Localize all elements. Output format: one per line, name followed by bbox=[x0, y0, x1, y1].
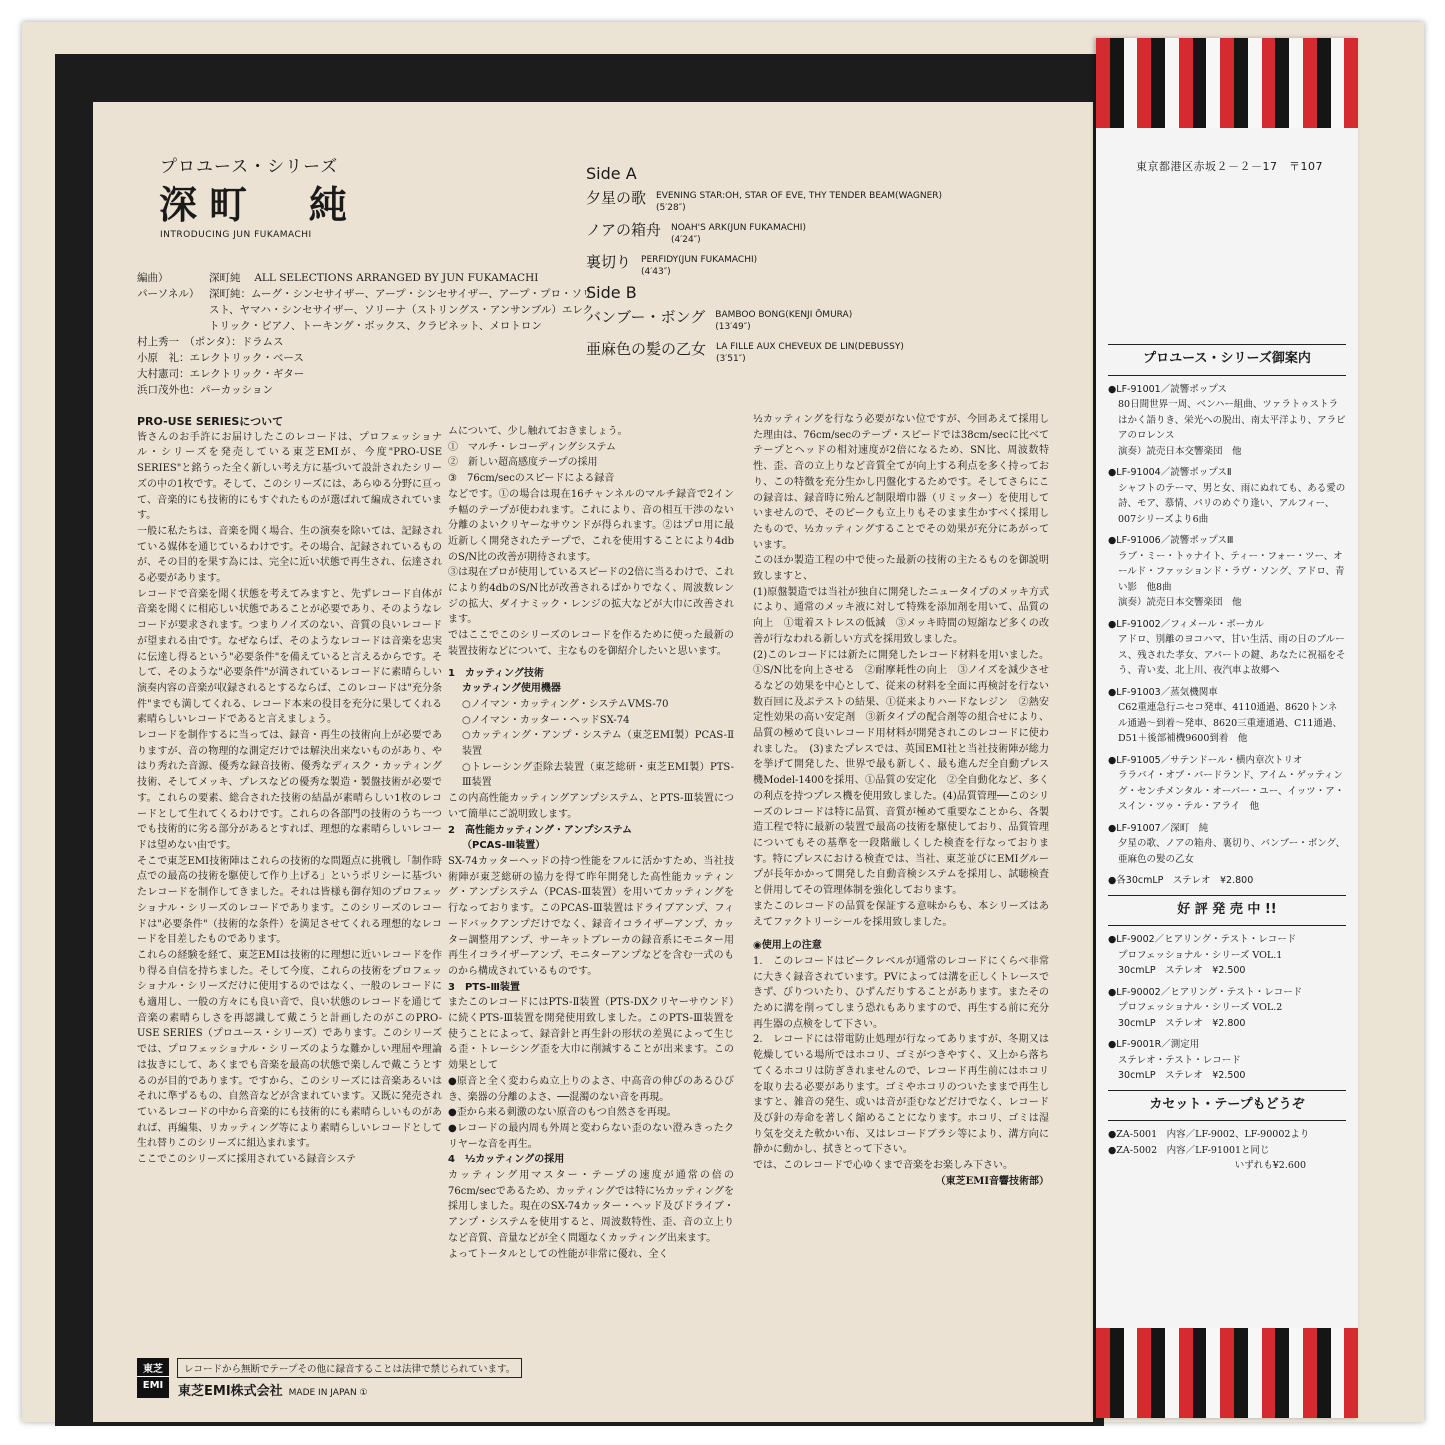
notes-heading: ◉使用上の注意 bbox=[753, 940, 822, 952]
paragraph: レコードで音楽を聞く状態を考えてみますと、先ずレコード自体が音楽を聞くに相応しい状態であることが必要であり、そのようなレコードが要求されます。つまりノイズのない、音質の良いレコードが望まれる由です。なぜならば、そのようなレコードは音楽を忠実に伝達し得るという"必要条件"を備えていると言えるからです。そして、そのような"必要条件"が満されているレコードに素晴らしい演奏内容の音楽が収録されるとするならば、このレコードは"充分条件"までも満してくれる、レコード本来の役目を充分に果してくれる素晴らしいレコードであると言えましょう。 bbox=[137, 588, 442, 726]
section-heading: PRO-USE SERIESについて bbox=[137, 415, 284, 428]
catalog-item: ●LF-91002／フィメール・ボーカル アドロ、別離のヨコハマ、甘い生活、雨の日のブルース、残された孝女、アパートの鍵、あなたに祝福をそう、青い麦、北上川、夜汽車よ故郷へ bbox=[1108, 618, 1346, 676]
paragraph: では、このレコードで心ゆくまで音楽をお楽しみ下さい。 bbox=[753, 1160, 1013, 1172]
company-line bbox=[178, 1380, 368, 1399]
paragraph: ③は現在プロが使用しているスピードの2倍に当るわけで、これにより約4dbのS/N比が改善されるばかりでなく、周波数レンジの拡大、ダイナミック・レンジの拡大などが大巾に改善されます。 bbox=[448, 567, 734, 626]
made-in-japan: MADE IN JAPAN ① bbox=[288, 1388, 368, 1398]
series-price: ●各30cmLP ステレオ ¥2.800 bbox=[1108, 875, 1254, 886]
track-title-en: LA FILLE AUX CHEVEUX DE LIN(DEBUSSY) (3′51″) bbox=[716, 342, 904, 364]
obi-cassette-heading: カセット・テープもどうぞ bbox=[1149, 1096, 1305, 1112]
paragraph: ② 新しい超高感度テープの採用 bbox=[448, 457, 598, 469]
emi-logo bbox=[137, 1358, 169, 1398]
cassette-price: いずれも¥2.600 bbox=[1234, 1160, 1306, 1171]
catalog-item: ●LF-91003／蒸気機関車 C62重連急行ニセコ発車、4110通過、8620トンネル通過〜到着〜発車、8620三重連通過、C11通過、D51＋後部補機9600到着 他 bbox=[1108, 686, 1343, 744]
track-title-jp: 夕星の歌 bbox=[586, 189, 647, 207]
subheading: 2 高性能カッティング・アンプシステム bbox=[448, 824, 633, 836]
track-title-jp: 亜麻色の髪の乙女 bbox=[586, 340, 707, 358]
list-item: ●原音と全く変わらぬ立上りのよさ、中高音の伸びのあるひびき、楽器の分離のよさ、──混濁のない音を再現。 bbox=[448, 1075, 734, 1103]
track-time: (5′28″) bbox=[656, 203, 686, 213]
paragraph: ではここでこのシリーズのレコードを作るために使った最新の装置技術などについて、主なものを御紹介したいと思います。 bbox=[448, 630, 734, 657]
obi-sale-heading: 好 評 発 売 中 !! bbox=[1177, 901, 1277, 917]
catalog-item: ●LF-91005／サテンドール・横内章次トリオ ララバイ・オブ・バードランド、アイム・ゲッティング・センチメンタル・オーバー・ユー、イッツ・ア・スイン・ツゥ・テル・アライ 他 bbox=[1108, 754, 1345, 812]
catalog-item: ●LF-9001R／測定用 ステレオ・テスト・レコード 30cmLP ステレオ ¥2.500 bbox=[1108, 1039, 1246, 1081]
paragraph: カッティング用マスター・テープの速度が通常の倍の76cm/secであるため、カッティングでは特に½カッティングを採用しました。現在のSX-74カッター・ヘッド及びドライブ・アンプ・システムを使用すると、周波数特性、歪、音の立上りなど音質、音量などが全く問題なくカッティング出来ます。 bbox=[448, 1170, 734, 1244]
track-item bbox=[586, 187, 1056, 213]
liner-column-2 bbox=[448, 424, 734, 1262]
catalog-item: ●LF-90002／ヒアリング・テスト・レコード プロフェッショナル・シリーズ VOL.2 30cmLP ステレオ ¥2.800 bbox=[1108, 986, 1303, 1029]
paragraph: この内高性能カッティングアンプシステム、とPTS-Ⅲ装置について簡単にご説明致します。 bbox=[448, 793, 734, 820]
paragraph: そこで東芝EMI技術陣はこれらの技術的な問題点に挑戦し「制作時点での最高の技術を駆使して作り上げる」というポリシーに基づいたレコードを制作してきました。それは皆様も御存知のプロフェッショナル・シリーズのレコードであります。このシリーズのレコードは"必要条件"（技術的な条件）を満足させてくれる理想的なレコードを目差したものであります。 bbox=[137, 855, 442, 946]
paragraph: ③ 76cm/secのスピードによる録音 bbox=[448, 473, 615, 485]
obi-top-stripes bbox=[1096, 38, 1358, 128]
track-title-jp: バンブー・ボング bbox=[586, 308, 706, 326]
credit-row: 浜口茂外也：パーカッション bbox=[137, 384, 273, 396]
logo-text-bottom: EMI bbox=[142, 1380, 164, 1391]
paragraph: レコードを制作するに当っては、録音・再生の技術向上が必要でありますが、音の物理的な測定だけでは解決出来ないものがあり、やはり秀れた音源、優秀な録音技術、優秀なディスク・カッティング技術、そしてメッキ、プレスなどの優秀な製造・製盤技術が必要です。これらの要素、総合された技術の結晶が素晴らしい1枚のレコードとして生れてくるわけです。これらの各部門の技術のうち一つでも技術的に劣る部分があるとすれば、理想的な素晴らしいレコードは望めない由です。 bbox=[137, 730, 442, 851]
credit-role: パーソネル） bbox=[137, 288, 200, 300]
paragraph: ムについて、少し触れておきましょう。 bbox=[448, 426, 628, 437]
liner-column-3 bbox=[753, 412, 1049, 1189]
paragraph: よってトータルとしての性能が非常に優れ、全く bbox=[448, 1248, 669, 1260]
track-time: (3′51″) bbox=[716, 354, 746, 364]
list-item: ○トレーシング歪除去装置（東芝総研・東芝EMI製）PTS-Ⅲ装置 bbox=[462, 761, 734, 789]
track-item bbox=[586, 338, 1056, 364]
list-item: ○ノイマン・カッティング・システムVMS-70 bbox=[462, 698, 669, 710]
track-list bbox=[586, 160, 1056, 370]
artist-name: 深町 純 bbox=[159, 183, 360, 227]
credit-row: 村上秀一 （ポンタ）：ドラムス bbox=[137, 336, 284, 348]
paragraph: ここでこのシリーズに採用されている録音システ bbox=[137, 1154, 356, 1166]
track-time: (4′24″) bbox=[671, 235, 701, 245]
subheading: 4 ½カッティングの採用 bbox=[448, 1154, 565, 1166]
paragraph: またこのレコードの品質を保証する意味からも、本シリーズはあえてファクトリーシールを採用致しました。 bbox=[753, 900, 1049, 928]
track-title-en: NOAH'S ARK(JUN FUKAMACHI) (4′24″) bbox=[671, 223, 806, 245]
paragraph: 1. このレコードはピークレベルが通常のレコードにくらべ非常に大きく録音されています。PVによっては溝を正しくトレースできず、びりついたり、ひずんだりすることがあります。またそのために溝を削ってしまう恐れもありますので、再生する前に充分再生器の点検をして下さい。 bbox=[753, 955, 1049, 1030]
paragraph: これらの経験を経て、東芝EMIは技術的に理想に近いレコードを作り得る自信を持ちました。そして今度、これらの技術をプロフェッショナル・シリーズだけに使用するのではなく、一般のレコードにも適用し、一般の方々にも良い音で、良い状態のレコードを通じて音楽の素晴らしさを再認識して戴こうと計画したのがこのPRO-USE SERIES（プロユース・シリーズ）であります。このシリーズでは、プロフェッショナル・シリーズのような難かしい理屈や理論は抜きにして、あくまでも音楽を最高の状態で楽しんで戴こうとするのが目的であります。ですから、このシリーズには音楽あるいはそれに準ずるもの、自然音などが含まれています。又既に発売されているレコードの中から音楽的にも技術的にも素晴らしいものがあれば、再編集、リカッティング等により素晴らしいレコードとして生れ替りこのシリーズに組込まれます。 bbox=[137, 949, 442, 1150]
catalog-item: ●LF-91001／読響ポップス 80日間世界一周、ベンハー組曲、ツァラトゥストラはかく語りき、栄光への脱出、南太平洋より、アラビアのロレンス 演奏）読売日本交響楽団 他 bbox=[1108, 383, 1346, 457]
credit-row: 小原 礼：エレクトリック・ベース bbox=[137, 352, 304, 364]
list-item: ○ノイマン・カッター・ヘッドSX-74 bbox=[462, 714, 630, 726]
catalog-item: ●LF-91007／深町 純 夕星の歌、ノアの箱舟、裏切り、バンブー・ボング、亜麻色の髪の乙女 bbox=[1108, 822, 1346, 865]
track-item bbox=[586, 251, 1056, 277]
obi-address: 東京都港区赤坂２－２－17 〒107 bbox=[1136, 160, 1323, 173]
side-b-heading: Side B bbox=[586, 283, 637, 302]
credit-row bbox=[137, 286, 597, 334]
list-item: ○カッティング・アンプ・システム（東芝EMI製）PCAS-Ⅱ装置 bbox=[462, 730, 734, 758]
credit-text: 深町純 ALL SELECTIONS ARRANGED BY JUN FUKAMACHI bbox=[209, 272, 539, 284]
paragraph: このほか製造工程の中で使った最新の技術の主たるものを御説明致しますと、 bbox=[753, 555, 1049, 583]
subheading: 3 PTS-Ⅲ装置 bbox=[448, 981, 520, 993]
track-title-en: PERFIDY(JUN FUKAMACHI) (4′43″) bbox=[641, 255, 758, 277]
paragraph: (2)このレコードには新たに開発したレコード材料を用いました。①S/N比を向上させる ②耐摩耗性の向上 ③ノイズを減少させるなどの効果を中心として、従来の材料を全面に再検討を行ない数百回に及ぶテストの結果、①従来よりハードなレジン ②熱安定性効果の高い安定剤 ③新タイプの配合剤等の組合せにより、品質の極めて良いレコード用材料が開発されこのレコードに使われました。 (3)またプレスでは、英国EMI社と当社技術陣が総力を挙げて開発した、世界で最も新しく、最も進んだ全自動プレス機Model-1400を採用、①品質の安定化 ②全自動化など、多くの利点を持つプレス機を使用致しました。(4)品質管理──このシリーズのレコードは特に品質、音質が極めて重要なことから、各製造工程で特に最新の装置で最高の技術を駆使しており、品質管理についてもその基準を一段階厳しくした検査を行なっております。特にプレスにおける検査では、当社、東芝並びにEMIグループが長年かかって開発した自動音検システムを採用し、試聴検査と併用してその管理体制を強化しております。 bbox=[753, 649, 1049, 897]
list-item: ●レコードの最内周も外周と変わらない歪のない澄みきったクリヤーな音を再生。 bbox=[448, 1122, 734, 1150]
catalog-item: ●LF-91004／読響ポップスⅡ シャフトのテーマ、男と女、雨にぬれても、ある愛の詩、モア、慕情、パリのめぐり逢い、アルフィー、007シリーズより6曲 bbox=[1108, 467, 1346, 525]
paragraph: などです。①の場合は現在16チャンネルのマルチ録音で2インチ幅のテープが使われます。これにより、音の相互干渉のない分離のよいクリヤーなサウンドが得られます。②はプロ用に最近新しく開発されたテープで、これを使用することにより4dbのS/N比の改善が期待されます。 bbox=[448, 488, 734, 563]
copyright-warning: レコードから無断でテープその他に録音することは法律で禁じられています。 bbox=[177, 1358, 522, 1378]
credit-role: 編曲） bbox=[137, 272, 169, 284]
credit-row bbox=[137, 270, 597, 286]
credits bbox=[137, 270, 597, 398]
credit-row: 大村憲司：エレクトリック・ギター bbox=[137, 368, 305, 380]
logo-text-top: 東芝 bbox=[137, 1358, 169, 1377]
paragraph: ½カッティングを行なう必要がない位ですが、今回あえて採用した理由は、76cm/secのテープ・スピードでは38cm/secに比べてテープとヘッドの相対速度が2倍になるため、SN比、周波数特性、歪、音の立上りなど音質全てが向上する利点を多く持っており、この特徴を充分生かし円盤化するためです。そしてさらにこの録音は、録音時に殆んど制限増巾器（リミッター）を使用していませんので、そのピークも立上りもそのまま生かすべく採用したもので、½カッティングすることでその効果が充分にあがっています。 bbox=[753, 414, 1049, 551]
paragraph: ① マルチ・レコーディングシステム bbox=[448, 441, 616, 453]
paragraph: またこのレコードにはPTS-Ⅱ装置（PTS-DXクリヤーサウンド）に続くPTS-Ⅲ装置を開発使用致しました。このPTS-Ⅲ装置を使うことによって、録音針と再生針の形状の差異によって生じる歪・トレーシング歪を大巾に削減することが出来ます。この効果として bbox=[448, 997, 734, 1072]
side-a-heading: Side A bbox=[586, 164, 637, 183]
track-time: (4′43″) bbox=[641, 267, 671, 277]
obi-catalog bbox=[1108, 338, 1346, 1174]
track-title-en: BAMBOO BONG(KENJI ŌMURA) (13′49″) bbox=[715, 310, 853, 332]
track-title-jp: 裏切り bbox=[586, 253, 632, 271]
subheading: カッティング使用機器 bbox=[462, 683, 561, 695]
company-name: 東芝EMI株式会社 bbox=[178, 1384, 283, 1399]
paragraph: 一般に私たちは、音楽を聞く場合、生の演奏を除いては、記録されている媒体を通じているわけです。その場合、記録されているものが、その目的を果す為には、完全に近い状態で再生され、伝達される必要があります。 bbox=[137, 525, 442, 585]
cassette-item: ●ZA-5001 内容／LF-9002、LF-90002より bbox=[1108, 1129, 1310, 1140]
paragraph: SX-74カッターヘッドの持つ性能をフルに活かすため、当社技術陣が東芝総研の協力を得て昨年開発した高性能カッティング・アンプシステム（PCAS-Ⅲ装置）を用いてカッティングを行なっております。このPCAS-Ⅲ装置はドライブアンプ、フィードバックアンプだけでなく、録音イコライザーアンプ、カッター調整用アンプ、サーキットブレーカの録音系にモニター用再生イコライザーアンプ、モニターアンプなどを含む一式のものから構成されているものです。 bbox=[448, 855, 734, 977]
obi-strip bbox=[1096, 38, 1358, 1418]
track-item bbox=[586, 306, 1056, 332]
cassette-item: ●ZA-5002 内容／LF-91001と同じ bbox=[1108, 1144, 1270, 1156]
obi-guide-heading: プロユース・シリーズ御案内 bbox=[1143, 351, 1311, 366]
track-time: (13′49″) bbox=[715, 322, 751, 332]
series-label: プロユース・シリーズ bbox=[160, 157, 339, 177]
paragraph: 皆さんのお手許にお届けしたこのレコードは、プロフェッショナル・シリーズを発売している東芝EMIが、今度"PRO-USE SERIES"と銘うった全く新しい考え方に基づいて設計されたシリーズの中の1枚です。そして、このシリーズには、あらゆる分野に亘って、音楽的にも技術的にもすぐれたものが選ばれて編成されています。 bbox=[137, 431, 442, 522]
track-title-jp: ノアの箱舟 bbox=[586, 221, 662, 239]
footer bbox=[137, 1352, 1037, 1402]
obi-bottom-stripes bbox=[1096, 1328, 1358, 1418]
list-item: ●歪から来る刺激のない原音のもつ自然さを再現。 bbox=[448, 1107, 677, 1119]
paragraph: (1)原盤製造では当社が独自に開発したニュータイプのメッキ方式により、通常のメッキ液に対して特殊を添加剤を用いて、品質の向上 ①電着ストレスの低減 ③メッキ時間の短縮など多くの改善が行なわれる新しい方式を採用致しました。 bbox=[753, 586, 1049, 645]
liner-notes-panel bbox=[93, 102, 1093, 1422]
catalog-item: ●LF-91006／読響ポップスⅢ ラブ・ミー・トゥナイト、ティー・フォー・ツー、オールド・ファッションド・ラヴ・ソング、アドロ、青い影 他8曲 演奏）読売日本交響楽団 他 bbox=[1108, 535, 1345, 608]
catalog-item: ●LF-9002／ヒアリング・テスト・レコード プロフェッショナル・シリーズ VOL.1 30cmLP ステレオ ¥2.500 bbox=[1108, 934, 1297, 976]
liner-column-1 bbox=[137, 414, 442, 1168]
signature: （東芝EMI音響技術部） bbox=[935, 1175, 1049, 1187]
track-title-en: EVENING STAR:OH, STAR OF EVE, THY TENDER BEAM(WAGNER) (5′28″) bbox=[656, 191, 943, 213]
subheading: 1 カッティング技術 bbox=[448, 667, 544, 679]
album-title: INTRODUCING JUN FUKAMACHI bbox=[160, 230, 312, 240]
paragraph: 2. レコードには帯電防止処理が行なってありますが、冬期又は乾燥している場所ではホコリ、ゴミがつきやすく、又上から落ちてくるホコリは防ぎきれませんので、レコード再生前にはホコリを取り去る必要があります。ゴミやホコリのついたままで再生しますと、雑音の発生、或いは音が歪むなどだけでなく、レコード及び針の寿命を著しく縮めることになります。ホコリ、ゴミは湿り気を交えた軟かい布、又はレコードブラシ等により、溝方向に静かに動かし、拭きとって下さい。 bbox=[753, 1034, 1049, 1156]
credit-text: 深町純：ムーグ・シンセサイザー、アープ・シンセサイザー、アープ・プロ・ソリスト、ヤマハ・シンセサイザー、ソリーナ（ストリングス・アンサンブル）エレクトリック・ピアノ、トーキング・ボックス、クラビネット、メロトロン bbox=[209, 288, 594, 332]
subheading: （PCAS-Ⅲ装置） bbox=[462, 840, 546, 852]
track-item bbox=[586, 219, 1056, 245]
